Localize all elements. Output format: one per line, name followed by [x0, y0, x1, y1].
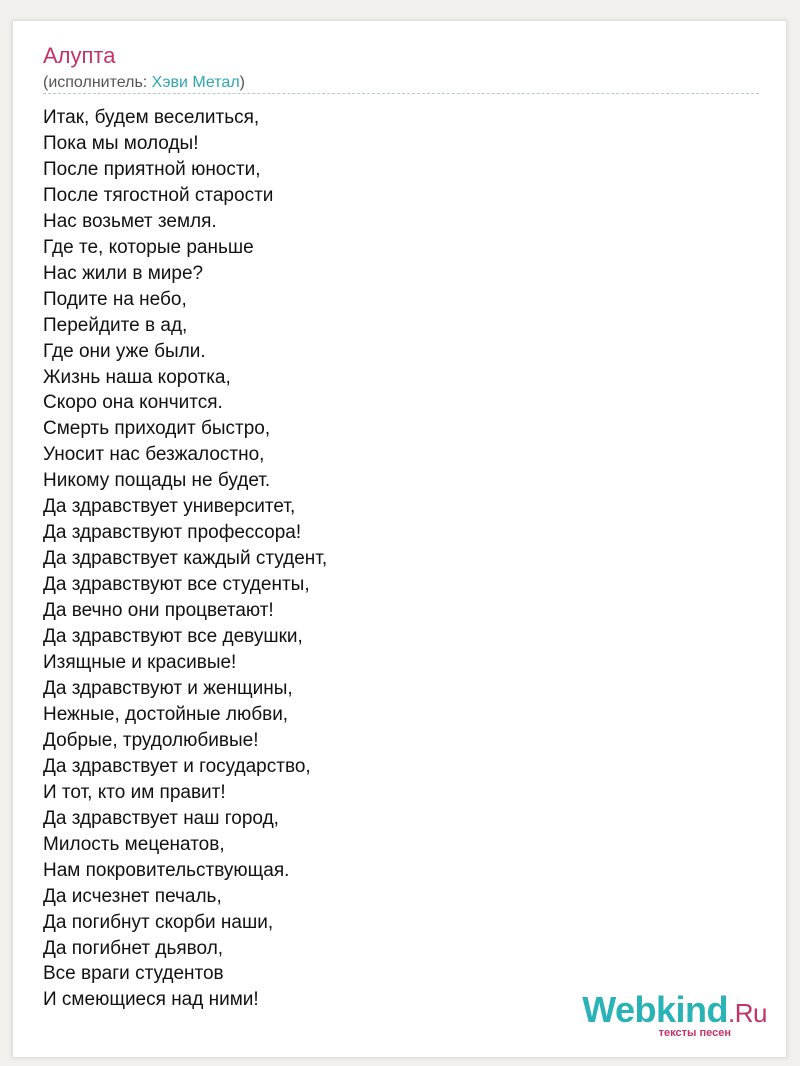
lyric-line: Уносит нас безжалостно, — [43, 444, 265, 466]
lyric-line: Милость меценатов, — [43, 833, 225, 855]
lyric-line: Изящные и красивые! — [43, 652, 237, 674]
lyric-line: Да здравствует университет, — [43, 496, 296, 518]
lyric-line: Да здравствуют профессора! — [43, 522, 302, 544]
header-divider — [43, 93, 759, 94]
lyric-line: Жизнь наша коротка, — [43, 366, 231, 388]
lyric-line: Да погибнет дьявол, — [43, 937, 224, 959]
watermark-tld: .Ru — [728, 998, 767, 1028]
lyric-line: Да исчезнет печаль, — [43, 885, 222, 907]
lyric-line: Итак, будем веселиться, — [43, 107, 260, 128]
lyric-line: Да здравствует и государство, — [43, 755, 311, 777]
lyric-line: Подите на небо, — [43, 288, 187, 310]
lyric-line: Перейдите в ад, — [43, 314, 188, 336]
artist-link[interactable]: Хэви Метал — [151, 74, 240, 91]
lyric-line: Нас возьмет земля. — [43, 210, 217, 232]
lyric-line: Да вечно они процветают! — [43, 600, 274, 622]
lyric-line: Нам покровительствующая. — [43, 859, 290, 881]
lyric-line: После приятной юности, — [43, 158, 261, 180]
watermark-brand: Webkind — [582, 989, 729, 1030]
lyric-line: Да здравствует наш город, — [43, 807, 279, 829]
artist-suffix: ) — [239, 74, 245, 91]
lyric-line: Смерть приходит быстро, — [43, 418, 271, 440]
lyric-line: Нежные, достойные любви, — [43, 703, 289, 725]
lyric-line: Да здравствуют все студенты, — [43, 574, 310, 596]
lyric-line: И тот, кто им правит! — [43, 781, 226, 803]
artist-prefix: (исполнитель: — [43, 74, 152, 91]
lyric-line: Добрые, трудолюбивые! — [43, 729, 259, 751]
lyric-line: Где те, которые раньше — [43, 236, 254, 258]
lyrics-card — [12, 20, 787, 1058]
lyric-line: И смеющиеся над ними! — [43, 989, 259, 1011]
lyric-line: Пока мы молоды! — [43, 132, 199, 154]
lyric-line: Никому пощады не будет. — [43, 470, 271, 492]
lyrics-text — [43, 105, 327, 1013]
artist-line — [43, 73, 245, 93]
lyric-line: Нас жили в мире? — [43, 262, 204, 284]
lyric-line: Да здравствуют все девушки, — [43, 626, 303, 648]
lyric-line: Скоро она кончится. — [43, 392, 223, 414]
lyric-line: После тягостной старости — [43, 184, 274, 206]
lyric-line: Где они уже были. — [43, 340, 206, 362]
watermark-logo — [582, 989, 767, 1031]
lyric-line: Да здравствует каждый студент, — [43, 548, 328, 570]
lyric-line: Да погибнут скорби наши, — [43, 911, 274, 933]
lyric-line: Да здравствуют и женщины, — [43, 677, 293, 699]
site-watermark — [582, 989, 767, 1039]
watermark-tagline: тексты песен — [658, 1027, 731, 1039]
lyric-line: Все враги студентов — [43, 963, 224, 985]
song-title: Алупта — [43, 43, 116, 68]
